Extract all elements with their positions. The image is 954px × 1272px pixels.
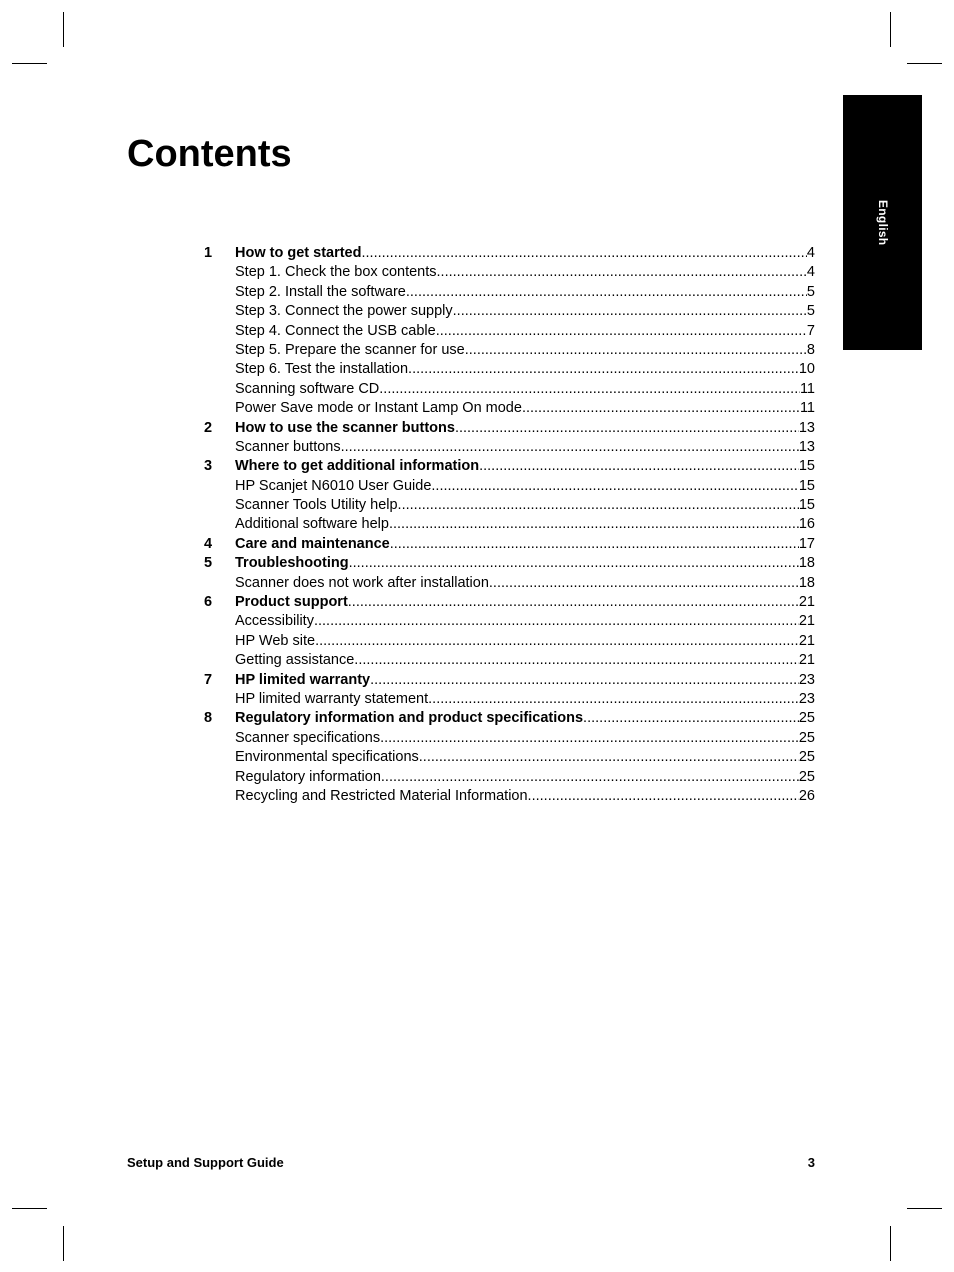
toc-entry-page: 15: [798, 477, 815, 494]
toc-entry-title: Step 6. Test the installation: [235, 361, 409, 378]
toc-entry-number: 2: [204, 419, 213, 436]
toc-entry-title: HP Scanjet N6010 User Guide: [235, 477, 432, 494]
crop-mark-bottom-left-horizontal: [12, 1208, 47, 1209]
toc-chapter-entry[interactable]: [204, 457, 815, 476]
crop-mark-top-right-vertical: [890, 12, 891, 47]
toc-dot-leader: [349, 554, 799, 573]
toc-section-entry[interactable]: [204, 496, 815, 515]
toc-entry-page: 21: [798, 613, 815, 630]
toc-entry-page: 8: [806, 341, 815, 358]
footer-document-title: Setup and Support Guide: [127, 1155, 284, 1170]
toc-entry-page: 5: [806, 303, 815, 320]
toc-section-entry[interactable]: [204, 574, 815, 593]
toc-dot-leader: [379, 380, 800, 399]
toc-entry-title: Scanner does not work after installation: [235, 574, 489, 591]
toc-entry-title: Regulatory information: [235, 768, 381, 785]
toc-dot-leader: [408, 360, 799, 379]
toc-entry-page: 13: [798, 438, 815, 455]
toc-chapter-entry[interactable]: [204, 671, 815, 690]
toc-section-entry[interactable]: [204, 651, 815, 670]
toc-entry-title: Power Save mode or Instant Lamp On mode: [235, 400, 522, 417]
toc-section-entry[interactable]: [204, 399, 815, 418]
toc-entry-title: Scanner buttons: [235, 438, 341, 455]
toc-dot-leader: [398, 496, 799, 515]
toc-section-entry[interactable]: [204, 729, 815, 748]
toc-section-entry[interactable]: [204, 515, 815, 534]
toc-entry-title: Environmental specifications: [235, 749, 419, 766]
toc-chapter-entry[interactable]: [204, 244, 815, 263]
toc-entry-title: Step 3. Connect the power supply: [235, 303, 453, 320]
toc-dot-leader: [341, 438, 799, 457]
toc-entry-title: Step 2. Install the software: [235, 283, 406, 300]
toc-dot-leader: [436, 322, 807, 341]
toc-section-entry[interactable]: [204, 322, 815, 341]
toc-dot-leader: [479, 457, 799, 476]
toc-entry-title: Where to get additional information: [235, 458, 480, 475]
toc-dot-leader: [314, 612, 799, 631]
toc-section-entry[interactable]: [204, 360, 815, 379]
toc-entry-page: 11: [799, 400, 815, 417]
toc-section-entry[interactable]: [204, 787, 815, 806]
toc-dot-leader: [381, 768, 799, 787]
toc-section-entry[interactable]: [204, 768, 815, 787]
language-tab-label: English: [876, 200, 890, 246]
toc-entry-page: 18: [798, 555, 815, 572]
crop-mark-bottom-right-horizontal: [907, 1208, 942, 1209]
toc-entry-title: Step 4. Connect the USB cable: [235, 322, 436, 339]
toc-entry-number: 1: [204, 245, 213, 261]
toc-entry-number: 6: [204, 594, 213, 611]
toc-dot-leader: [453, 302, 807, 321]
toc-chapter-entry[interactable]: [204, 709, 815, 728]
toc-chapter-entry[interactable]: [204, 554, 815, 573]
toc-entry-title: Scanner specifications: [235, 729, 381, 746]
toc-entry-title: Care and maintenance: [235, 535, 390, 552]
crop-mark-bottom-left-vertical: [63, 1226, 64, 1261]
toc-entry-page: 5: [806, 283, 815, 300]
toc-section-entry[interactable]: [204, 748, 815, 767]
page-title: Contents: [127, 133, 292, 175]
toc-entry-title: Recycling and Restricted Material Information: [235, 787, 528, 804]
toc-entry-number: 8: [204, 710, 213, 727]
toc-dot-leader: [419, 748, 799, 767]
toc-entry-title: Additional software help: [235, 516, 389, 533]
toc-entry-page: 25: [798, 768, 815, 785]
toc-entry-page: 15: [798, 497, 815, 514]
toc-section-entry[interactable]: [204, 380, 815, 399]
toc-entry-page: 21: [798, 652, 815, 669]
toc-entry-page: 16: [798, 516, 815, 533]
toc-entry-title: Troubleshooting: [235, 555, 349, 572]
toc-chapter-entry[interactable]: [204, 593, 815, 612]
toc-entry-title: HP limited warranty: [235, 671, 371, 688]
toc-dot-leader: [522, 399, 800, 418]
toc-dot-leader: [354, 651, 799, 670]
toc-entry-title: Step 5. Prepare the scanner for use: [235, 341, 465, 358]
toc-dot-leader: [389, 515, 799, 534]
toc-dot-leader: [583, 709, 799, 728]
toc-entry-title: HP limited warranty statement: [235, 690, 429, 707]
toc-entry-page: 21: [798, 594, 815, 611]
toc-section-entry[interactable]: [204, 438, 815, 457]
toc-entry-title: Regulatory information and product specifications: [235, 710, 584, 727]
toc-dot-leader: [361, 244, 806, 263]
toc-entry-number: 7: [204, 671, 213, 688]
toc-entry-page: 25: [798, 749, 815, 766]
toc-chapter-entry[interactable]: [204, 419, 815, 438]
toc-entry-title: How to get started: [235, 245, 362, 261]
toc-section-entry[interactable]: [204, 632, 815, 651]
toc-section-entry[interactable]: [204, 283, 815, 302]
toc-entry-page: 21: [798, 632, 815, 649]
toc-entry-title: Scanning software CD: [235, 380, 380, 397]
toc-entry-title: Getting assistance: [235, 652, 355, 669]
toc-section-entry[interactable]: [204, 302, 815, 321]
toc-entry-title: HP Web site: [235, 632, 316, 649]
toc-entry-title: How to use the scanner buttons: [235, 419, 455, 436]
toc-dot-leader: [428, 690, 799, 709]
toc-entry-title: Product support: [235, 594, 348, 611]
footer-page-number: 3: [807, 1155, 815, 1170]
toc-dot-leader: [370, 671, 799, 690]
table-of-contents: [204, 244, 815, 806]
toc-entry-title: Scanner Tools Utility help: [235, 497, 398, 514]
toc-section-entry[interactable]: [204, 477, 815, 496]
crop-mark-top-left-horizontal: [12, 63, 47, 64]
toc-dot-leader: [380, 729, 799, 748]
toc-entry-number: 3: [204, 458, 213, 475]
toc-entry-page: 4: [806, 245, 815, 261]
toc-entry-number: 5: [204, 555, 213, 572]
toc-chapter-entry[interactable]: [204, 535, 815, 554]
toc-entry-page: 18: [798, 574, 815, 591]
toc-dot-leader: [465, 341, 807, 360]
toc-entry-page: 4: [806, 264, 815, 281]
toc-dot-leader: [348, 593, 799, 612]
toc-entry-page: 25: [798, 710, 815, 727]
toc-entry-page: 25: [798, 729, 815, 746]
toc-section-entry[interactable]: [204, 690, 815, 709]
toc-dot-leader: [431, 477, 798, 496]
toc-section-entry[interactable]: [204, 263, 815, 282]
toc-entry-page: 23: [798, 690, 815, 707]
toc-entry-title: Step 1. Check the box contents: [235, 264, 437, 281]
toc-section-entry[interactable]: [204, 341, 815, 360]
crop-mark-top-right-horizontal: [907, 63, 942, 64]
toc-entry-page: 15: [798, 458, 815, 475]
toc-entry-page: 23: [798, 671, 815, 688]
toc-section-entry[interactable]: [204, 612, 815, 631]
toc-dot-leader: [455, 419, 799, 438]
language-tab: [843, 95, 922, 350]
toc-dot-leader: [489, 574, 799, 593]
toc-entry-page: 13: [798, 419, 815, 436]
toc-entry-number: 4: [204, 535, 213, 552]
toc-entry-page: 17: [798, 535, 815, 552]
toc-entry-page: 26: [798, 787, 815, 804]
toc-entry-title: Accessibility: [235, 613, 314, 630]
toc-entry-page: 10: [798, 361, 815, 378]
toc-dot-leader: [437, 263, 807, 282]
toc-dot-leader: [315, 632, 799, 651]
crop-mark-bottom-right-vertical: [890, 1226, 891, 1261]
toc-entry-page: 7: [806, 322, 815, 339]
toc-entry-page: 11: [799, 380, 815, 397]
toc-dot-leader: [390, 535, 799, 554]
toc-dot-leader: [406, 283, 807, 302]
crop-mark-top-left-vertical: [63, 12, 64, 47]
toc-dot-leader: [528, 787, 799, 806]
